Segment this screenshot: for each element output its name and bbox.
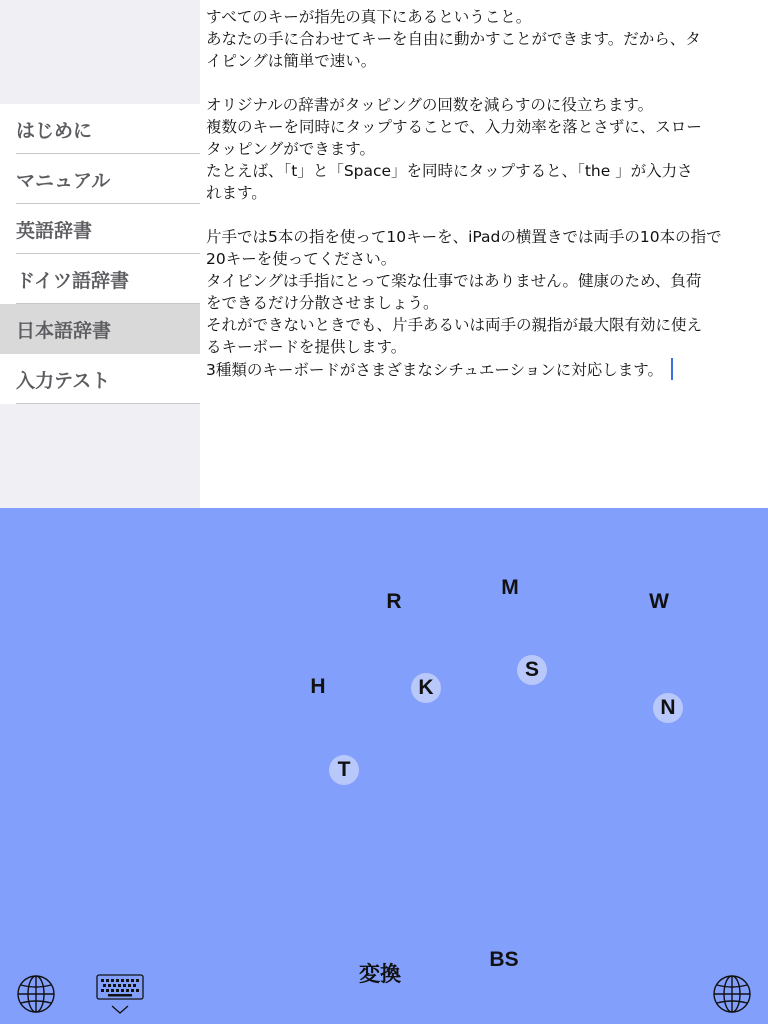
text-caret [671, 358, 673, 380]
key-m[interactable]: M [501, 576, 519, 599]
sidebar-item-label: はじめに [16, 119, 93, 142]
key-w[interactable]: W [649, 590, 669, 613]
sidebar-item-manual[interactable] [0, 154, 200, 204]
editor-line: 20キーを使ってください。 [206, 250, 397, 268]
sidebar-item-label: 日本語辞書 [16, 319, 112, 342]
sidebar-item-introduction[interactable] [0, 104, 200, 154]
editor-line: オリジナルの辞書がタッピングの回数を減らすのに役立ちます。 [206, 96, 654, 114]
editor-line: るキーボードを提供します。 [206, 338, 407, 356]
editor-line: 片手では5本の指を使って10キーを、iPadの横置きでは両手の10本の指で [206, 228, 722, 246]
editor-line: イピングは簡単で速い。 [206, 52, 377, 70]
key-h[interactable]: H [310, 675, 326, 698]
key-k[interactable]: K [411, 673, 441, 703]
editor-paragraph-3 [206, 226, 764, 381]
editor-line: あなたの手に合わせてキーを自由に動かすことができます。だから、タ [206, 30, 701, 48]
editor-paragraph-2 [206, 94, 764, 204]
globe-icon[interactable] [712, 974, 752, 1014]
keyboard-hide-icon[interactable] [96, 974, 144, 1014]
key-t[interactable]: T [329, 755, 359, 785]
sidebar-menu [0, 104, 200, 404]
editor-paragraph-1 [206, 6, 764, 72]
editor-line: たとえば、「t」と「Space」を同時にタップすると、「the 」が入力さ [206, 162, 693, 180]
editor-line: それができないときでも、片手あるいは両手の親指が最大限有効に使え [206, 316, 703, 334]
sidebar-item-label: 入力テスト [16, 369, 111, 392]
custom-keyboard [0, 508, 768, 1024]
sidebar-item-english-dictionary[interactable] [0, 204, 200, 254]
editor-line: すべてのキーが指先の真下にあるということ。 [206, 8, 532, 26]
sidebar-item-japanese-dictionary[interactable] [0, 304, 200, 354]
editor-line: タッピングができます。 [206, 140, 375, 158]
sidebar-item-label: 英語辞書 [16, 219, 93, 242]
sidebar-item-german-dictionary[interactable] [0, 254, 200, 304]
sidebar-item-label: マニュアル [16, 169, 111, 192]
text-editor[interactable] [200, 0, 768, 508]
sidebar [0, 0, 200, 508]
key-r[interactable]: R [386, 590, 402, 613]
key-s[interactable]: S [517, 655, 547, 685]
editor-line-text: 3種類のキーボードがさまざまなシチュエーションに対応します。 [206, 361, 664, 379]
editor-line: 複数のキーを同時にタップすることで、入力効率を落とさずに、スロー [206, 118, 702, 136]
key-n[interactable]: N [653, 693, 683, 723]
sidebar-item-label: ドイツ語辞書 [16, 269, 130, 292]
key-backspace[interactable]: BS [489, 948, 519, 971]
key-convert[interactable]: 変換 [359, 963, 401, 986]
editor-line: れます。 [206, 184, 267, 202]
sidebar-item-input-test[interactable] [0, 354, 200, 404]
editor-line [206, 358, 764, 381]
globe-icon[interactable] [16, 974, 56, 1014]
editor-line: タイピングは手指にとって楽な仕事ではありません。健康のため、負荷 [206, 272, 702, 290]
editor-line: をできるだけ分散させましょう。 [206, 294, 439, 312]
